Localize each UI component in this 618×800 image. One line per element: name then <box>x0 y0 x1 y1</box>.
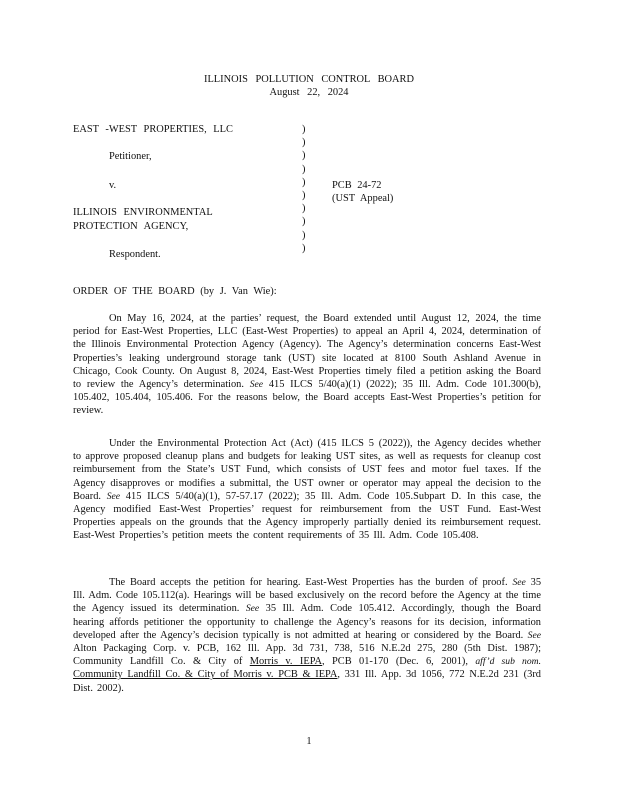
paragraph-2-text-a: Under the Environmental Protection Act (Act) (415 ILCS 5 (2022)), the Agency decides whether to approve proposed cleanup plans and budgets for leaking UST sites, as well as requests for cleanup cost reimbursement from the State’s UST Fund, which consists of UST fees and motor fuel taxes. If the Agency disapproves or modifies a submittal, the UST owner or operator may appeal the decision to the Board. <box>73 438 541 502</box>
caption-parens <box>302 123 312 255</box>
paren: ) <box>302 242 306 254</box>
paragraph-3-text-c: 35 Ill. Adm. Code 105.412. Accordingly, though the Board hearing affords petitioner the opportunity to challenge the Agency’s reasons for its decision, information developed after the Agency’s decision typically is not admitted at hearing or considered by the Board. <box>73 603 541 641</box>
paragraph-3-text-d: Alton Packaging Corp. v. PCB, 162 Ill. App. 3d 731, 738, 516 N.E.2d 275, 280 (5th Dist. 1987); Community Landfill Co. & City of <box>73 643 541 668</box>
paragraph-3-text-f: , 331 Ill. App. 3d 1056, 772 N.E.2d 231 (3rd Dist. 2002). <box>73 669 541 694</box>
page-number: 1 <box>306 736 312 747</box>
paragraph-1-text-a: On May 16, 2024, at the parties’ request, the Board extended until August 12, 2024, the time period for East-West Properties, LLC (East-West Properties) to appeal an April 4, 2024, determination of the Illinois Environmental Protection Agency (Agency). The Agency’s determination concerns East-West Properties’s leaking underground storage tank (UST) site located at 8100 South Ashland Avenue in Chicago, Cook County. On August 8, 2024, East-West Properties timely filed a petition asking the Board to review the Agency’s determination. <box>73 313 541 391</box>
order-date: August 22, 2024 <box>269 87 349 99</box>
signal-see: See <box>106 490 121 502</box>
paragraph-1 <box>73 312 541 418</box>
respondent-role: Respondent. <box>109 249 161 260</box>
case-number: PCB 24-72 <box>332 180 382 191</box>
paren: ) <box>302 137 306 149</box>
signal-see: See <box>249 379 264 391</box>
petitioner-role: Petitioner, <box>109 151 152 162</box>
paren: ) <box>302 203 306 215</box>
paragraph-3-text-a: The Board accepts the petition for hearing. East-West Properties has the burden of proof. <box>109 577 508 588</box>
signal-see: See <box>245 603 260 615</box>
document-header <box>0 73 618 99</box>
paren: ) <box>302 189 306 201</box>
paren: ) <box>302 124 306 135</box>
order-heading: ORDER OF THE BOARD (by J. Van Wie): <box>73 286 277 297</box>
signal-see: See <box>512 577 526 588</box>
signal-affd: aff’d sub nom. <box>475 656 541 668</box>
paragraph-3 <box>73 576 541 695</box>
signal-see: See <box>527 629 541 641</box>
case-citation-underlined: Morris v. IEPA <box>249 656 323 668</box>
respondent-name-line1: ILLINOIS ENVIRONMENTAL <box>73 207 213 218</box>
paren: ) <box>302 229 306 241</box>
case-type: (UST Appeal) <box>332 193 394 205</box>
versus: v. <box>109 180 117 191</box>
paren: ) <box>302 176 306 188</box>
paragraph-2 <box>73 437 541 543</box>
paren: ) <box>302 150 306 162</box>
paragraph-2-text-b: 415 ILCS 5/40(a)(1), 57-57.17 (2022); 35 Ill. Adm. Code 105.Subpart D. In this case, the Agency modified East-West Properties’ request for reimbursement from the UST Fund. East-West Properties appeals on the grounds that the Agency improperly partially denied its reimbursement request. East-West Properties’s petition meets the content requirements of 35 Ill. Adm. Code 105.408. <box>73 490 541 542</box>
paragraph-3-text-e: , PCB 01-170 (Dec. 6, 2001), <box>322 656 468 668</box>
paren: ) <box>302 163 306 175</box>
case-info <box>332 179 393 205</box>
case-citation-underlined: Community Landfill Co. & City of Morris v. PCB & IEPA <box>73 669 338 681</box>
petitioner-name: EAST -WEST PROPERTIES, LLC <box>73 124 233 135</box>
agency-title: ILLINOIS POLLUTION CONTROL BOARD <box>203 74 414 85</box>
paren: ) <box>302 216 306 228</box>
respondent-name-line2: PROTECTION AGENCY, <box>73 221 189 232</box>
paragraph-1-text-b: 415 ILCS 5/40(a)(1) (2022); 35 Ill. Adm. Code 101.300(b), 105.402, 105.404, 105.406. For the reasons below, the Board accepts East-West Properties’s petition for review. <box>73 379 541 417</box>
paragraph-3-text-b: 35 Ill. Adm. Code 105.112(a). Hearings will be based exclusively on the record before the Agency at the time the Agency issued its determination. <box>73 577 542 615</box>
